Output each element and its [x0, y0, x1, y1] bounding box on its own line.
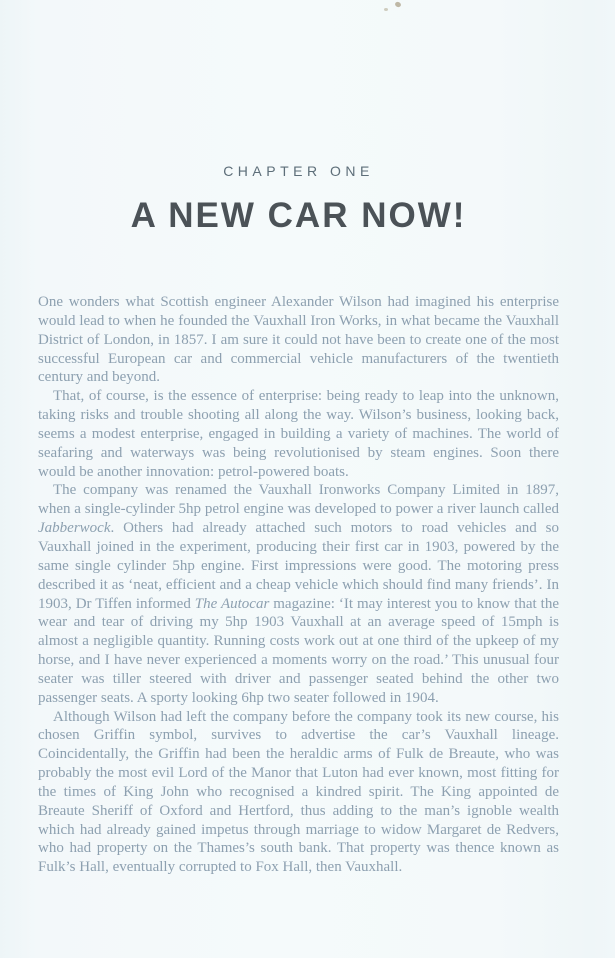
page-title: A NEW CAR NOW! [130, 196, 467, 235]
text-segment: The company was renamed the Vauxhall Ironworks Company Limited in 1897, when a single-cylinder 5hp petrol engine was developed to power a river launch called [38, 482, 559, 518]
paragraph [38, 481, 559, 707]
text-segment: Although Wilson had left the company before the company took its new course, his chosen Griffin symbol, survives to advertise the car’s Vauxhall lineage. Coincidentally, the Griffin had been the heraldic arms of Fulk de Breaute, who was probably the most evil Lord of the Manor that Luton had ever known, most fitting for the times of King John who recognised a kindred spirit. The King appointed de Breaute Sheriff of Oxford and Hertford, thus adding to the man’s ignoble wealth which had already gained impetus through marriage to widow Margaret de Redvers, who had property on the Thames’s south bank. That property was thence known as Fulk’s Hall, eventually corrupted to Fox Hall, then Vauxhall. [38, 708, 559, 876]
scan-speck [394, 1, 402, 8]
paragraph [38, 293, 559, 387]
text-segment: . Others had already attached such motors to road vehicles and so Vauxhall joined in the experiment, producing their first car in 1903, powered by the same single cylinder 5hp engine. First impressions were good. The motoring press described it as ‘neat, efficient and a cheap vehicle which should find many friends’. In 1903, Dr Tiffen informed [38, 520, 559, 612]
scan-speck [384, 8, 388, 11]
text-segment: That, of course, is the essence of enterprise: being ready to leap into the unknown, taking risks and trouble shooting all along the way. Wilson’s business, looking back, seems a modest enterprise, engaged in building a variety of machines. The world of seafaring and waterways was being revolutionised by steam engines. Soon there would be another innovation: petrol-powered boats. [38, 388, 559, 480]
paragraph [38, 387, 559, 481]
body-text [38, 293, 559, 877]
chapter-label: CHAPTER ONE [223, 163, 374, 179]
italic-text-segment: The Autocar [194, 595, 270, 612]
italic-text-segment: Jabberwock [38, 520, 111, 537]
text-segment: One wonders what Scottish engineer Alexander Wilson had imagined his enterprise would lead to when he founded the Vauxhall Iron Works, in what became the Vauxhall District of London, in 1857. I am sure it could not have been to create one of the most successful European car and commercial vehicle manufacturers of the twentieth century and beyond. [38, 294, 559, 386]
text-segment: magazine: ‘It may interest you to know that the wear and tear of driving my 5hp 1903 Vauxhall at an average speed of 15mph is almost a negligible quantity. Running costs work out at one third of the upkeep of my horse, and I have never experienced a moments worry on the road.’ This unusual four seater was tiller steered with driver and passenger seated behind the other two passenger seats. A sporty looking 6hp two seater followed in 1904. [38, 595, 559, 706]
paragraph [38, 708, 559, 878]
